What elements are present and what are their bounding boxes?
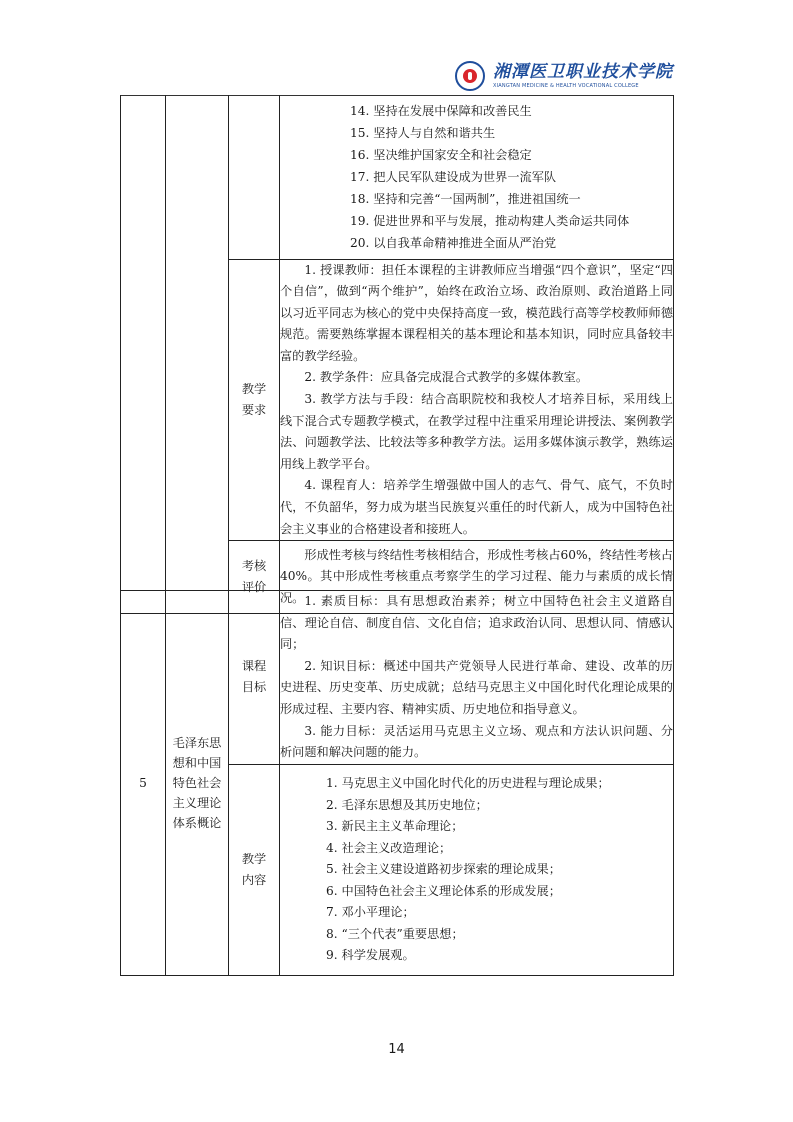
teaching-requirements (280, 259, 674, 541)
requirement-item: 4. 课程育人：培养学生增强做中国人的志气、骨气、底气，不负时代，不负韶华，努力成为堪当民族复兴重任的时代新人，成为中国特色社会主义事业的合格建设者和接班人。 (280, 478, 673, 536)
requirement-item: 2. 教学条件：应具备完成混合式教学的多媒体教室。 (304, 370, 589, 385)
requirement-item: 3. 教学方法与手段：结合高职院校和我校人才培养目标，采用线上线下混合式专题教学模式，在教学过程中注重采用理论讲授法、案例教学法、问题教学法、比较法等多种教学方法。运用多媒体演示教学，熟练运用线上教学平台。 (280, 392, 673, 471)
logo-text-en: XIANGTAN MEDICINE & HEALTH VOCATIONAL COLLEGE (493, 82, 639, 89)
list-item: 6. 中国特色社会主义理论体系的形成发展； (326, 883, 561, 898)
course-table-5 (120, 590, 674, 976)
list-item: 15. 坚持人与自然和谐共生 (350, 125, 496, 140)
list-item: 19. 促进世界和平与发展，推动构建人类命运共同体 (350, 213, 630, 228)
course-name: 毛泽东思 想和中国 特色社会 主义理论 体系概论 (166, 591, 229, 976)
list-item: 18. 坚持和完善“一国两制”，推进祖国统一 (350, 191, 581, 206)
index-cell (121, 95, 166, 614)
logo-text-cn: 湘潭医卫职业技术学院 (493, 61, 673, 82)
requirement-item: 1. 授课教师：担任本课程的主讲教师应当增强“四个意识”，坚定“四个自信”，做到“两个维护”，始终在政治立场、政治原则、政治道路上同以习近平同志为核心的党中央保持高度一致，模范践行高等学校教师师德规范。需要熟练掌握本课程相关的基本理论和基本知识，同时应具备较丰富的教学经验。 (280, 262, 673, 363)
teaching-content-list (280, 764, 674, 975)
list-item: 4. 社会主义改造理论； (326, 840, 452, 855)
list-item: 17. 把人民军队建设成为世界一流军队 (350, 169, 557, 184)
logo-text (493, 61, 673, 89)
teaching-requirements-label: 教学 要求 (229, 259, 280, 541)
list-item: 2. 毛泽东思想及其历史地位； (326, 797, 488, 812)
content-label-cell (229, 95, 280, 259)
objective-item: 1. 素质目标：具有思想政治素养；树立中国特色社会主义道路自信、理论自信、制度自信、文化自信；追求政治认同、思想认同、情感认同； (280, 594, 673, 652)
list-item: 14. 坚持在发展中保障和改善民生 (350, 103, 532, 118)
content-label: 教学 内容 (229, 764, 280, 975)
list-item: 20. 以自我革命精神推进全面从严治党 (350, 235, 557, 250)
list-item: 3. 新民主主义革命理论； (326, 819, 464, 833)
objective-item: 2. 知识目标：概述中国共产党领导人民进行革命、建设、改革的历史进程、历史变革、历史成就；总结马克思主义中国化时代化理论成果的形成过程、主要内容、精神实质、历史地位和指导意义。 (280, 658, 673, 716)
list-item: 1. 马克思主义中国化时代化的历史进程与理论成果； (326, 776, 610, 790)
course-objectives (280, 591, 674, 765)
course-index: 5 (121, 591, 166, 976)
assessment-text: 形成性考核与终结性考核相结合，形成性考核占60%，终结性考核占40%。其中形成性考核重点考察学生的学习过程、能力与素质的成长情况。 (280, 547, 673, 606)
course-name-cell (166, 95, 229, 614)
list-item: 8. “三个代表”重要思想； (326, 926, 464, 941)
content-list (280, 95, 674, 259)
header-logo (455, 56, 673, 96)
list-item: 9. 科学发展观。 (326, 948, 415, 962)
page-number: 14 (388, 1042, 405, 1057)
objective-item: 3. 能力目标：灵活运用马克思主义立场、观点和方法认识问题、分析问题和解决问题的能力。 (280, 723, 673, 760)
list-item: 5. 社会主义建设道路初步探索的理论成果； (326, 862, 561, 876)
list-item: 16. 坚决维护国家安全和社会稳定 (350, 147, 532, 162)
list-item: 7. 邓小平理论； (326, 905, 415, 919)
objectives-label: 课程 目标 (229, 591, 280, 765)
college-seal-icon (455, 61, 485, 91)
assessment-label: 考核 评价 (229, 541, 280, 614)
course-table-continued (120, 95, 674, 614)
